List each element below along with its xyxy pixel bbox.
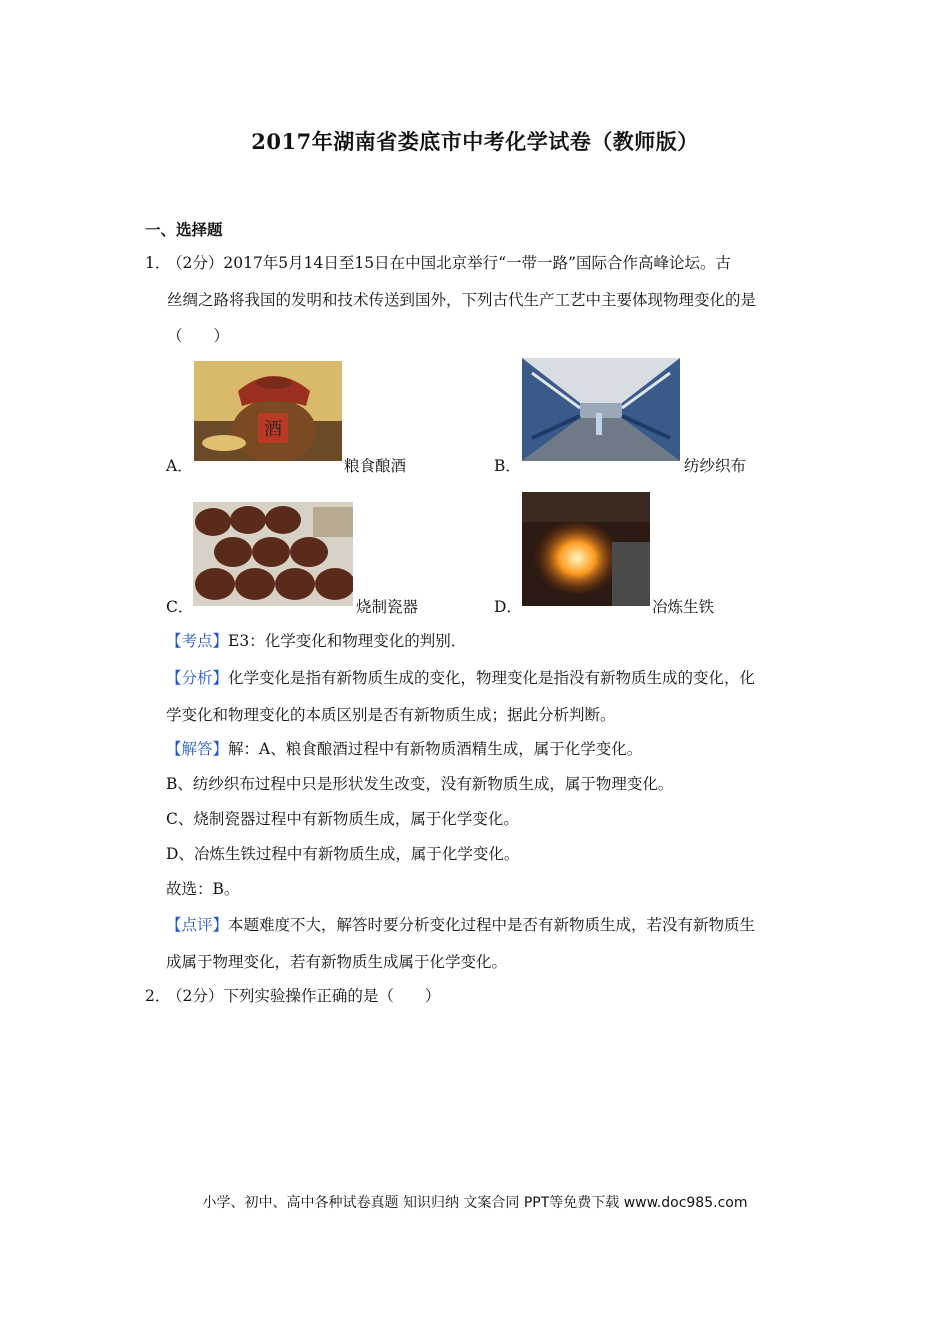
kaodian-tag: 【考点】 <box>166 632 229 650</box>
jieda-tag: 【解答】 <box>166 740 229 758</box>
option-d-text: 冶炼生铁 <box>652 598 715 616</box>
dianping-tag: 【点评】 <box>166 916 229 934</box>
option-a-image <box>194 361 342 461</box>
q1-stem-line2: 丝绸之路将我国的发明和技术传送到国外，下列古代生产工艺中主要体现物理变化的是 <box>167 291 757 309</box>
fenxi-text-2: 学变化和物理变化的本质区别是否有新物质生成；据此分析判断。 <box>166 706 616 724</box>
option-b-text: 纺纱织布 <box>684 457 747 475</box>
option-a-letter: A． <box>166 457 193 475</box>
dianping-text-1: 本题难度不大，解答时要分析变化过程中是否有新物质生成，若没有新物质生 <box>228 916 756 934</box>
fenxi-text-1: 化学变化是指有新物质生成的变化，物理变化是指没有新物质生成的变化，化 <box>228 669 756 687</box>
option-b-image <box>522 358 680 461</box>
footer-note: 小学、初中、高中各种试卷真题 知识归纳 文案合同 PPT等免费下载 www.doc985.com <box>202 1195 748 1211</box>
jieda-text-4: D、冶炼生铁过程中有新物质生成，属于化学变化。 <box>166 845 520 863</box>
q1-stem-line3: （ ） <box>167 327 230 345</box>
q2-stem: （2分）下列实验操作正确的是（ ） <box>167 987 441 1005</box>
jieda-text-1: 解：A、粮食酿酒过程中有新物质酒精生成，属于化学变化。 <box>228 740 643 758</box>
section-heading: 一、选择题 <box>145 220 223 239</box>
option-a-text: 粮食酿酒 <box>344 457 407 475</box>
page-title: 2017年湖南省娄底市中考化学试卷（教师版） <box>251 129 699 154</box>
jieda-text-3: C、烧制瓷器过程中有新物质生成，属于化学变化。 <box>166 810 519 828</box>
fenxi-row-1 <box>166 668 755 688</box>
option-c-text: 烧制瓷器 <box>356 598 419 616</box>
option-b-letter: B． <box>494 457 521 475</box>
option-d-image <box>522 492 650 606</box>
jar-label: 酒 <box>264 419 282 440</box>
q1-number: 1． <box>145 254 171 272</box>
fenxi-tag: 【分析】 <box>166 669 229 687</box>
jieda-text-2: B、纺纱织布过程中只是形状发生改变，没有新物质生成，属于物理变化。 <box>166 775 674 793</box>
q1-stem-line1: （2分）2017年5月14日至15日在中国北京举行“一带一路”国际合作高峰论坛。古 <box>167 254 731 272</box>
option-c-image <box>193 502 353 606</box>
option-d-letter: D． <box>494 598 522 616</box>
option-c-letter: C． <box>166 598 194 616</box>
jieda-answer: 故选：B。 <box>166 880 240 898</box>
jieda-row-1 <box>166 739 642 759</box>
kaodian-row <box>166 631 466 651</box>
dianping-row-1 <box>166 915 755 935</box>
dianping-text-2: 成属于物理变化，若有新物质生成属于化学变化。 <box>166 953 508 971</box>
q2-number: 2． <box>145 987 171 1005</box>
kaodian-text: E3：化学变化和物理变化的判别． <box>228 632 467 650</box>
